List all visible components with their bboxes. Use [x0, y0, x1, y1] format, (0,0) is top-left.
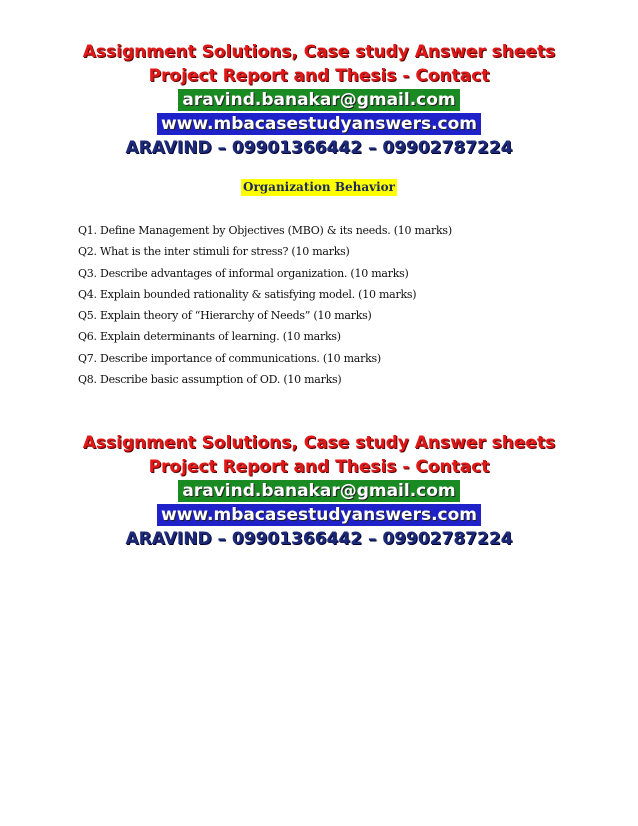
- question-item: Q3. Describe advantages of informal organization. (10 marks): [78, 266, 409, 280]
- banner-headline: Assignment Solutions, Case study Answer sheets: [82, 433, 556, 453]
- contact-website[interactable]: www.mbacasestudyanswers.com: [157, 504, 481, 526]
- question-item: Q4. Explain bounded rationality & satisfying model. (10 marks): [78, 287, 417, 301]
- subject-title: Organization Behavior: [243, 180, 395, 194]
- question-item: Q2. What is the inter stimuli for stress? (10 marks): [78, 245, 350, 259]
- question-item: Q1. Define Management by Objectives (MBO) & its needs. (10 marks): [78, 224, 452, 237]
- question-list: [78, 224, 598, 394]
- banner-headline: Assignment Solutions, Case study Answer sheets: [82, 42, 556, 62]
- contact-email[interactable]: aravind.banakar@gmail.com: [178, 89, 459, 111]
- banner-subheadline: Project Report and Thesis - Contact: [148, 66, 490, 86]
- question-item: Q7. Describe importance of communications. (10 marks): [78, 351, 381, 365]
- contact-banner-top: [0, 40, 638, 160]
- question-item: Q8. Describe basic assumption of OD. (10 marks): [78, 373, 342, 387]
- question-item: Q5. Explain theory of “Hierarchy of Needs” (10 marks): [78, 309, 372, 323]
- contact-phone: ARAVIND – 09901366442 – 09902787224: [125, 529, 513, 549]
- contact-phone: ARAVIND – 09901366442 – 09902787224: [125, 138, 513, 158]
- banner-subheadline: Project Report and Thesis - Contact: [148, 457, 490, 477]
- contact-banner-bottom: [0, 431, 638, 551]
- question-item: Q6. Explain determinants of learning. (10 marks): [78, 330, 341, 344]
- contact-email[interactable]: aravind.banakar@gmail.com: [178, 480, 459, 502]
- contact-website[interactable]: www.mbacasestudyanswers.com: [157, 113, 481, 135]
- subject-heading: [0, 176, 638, 196]
